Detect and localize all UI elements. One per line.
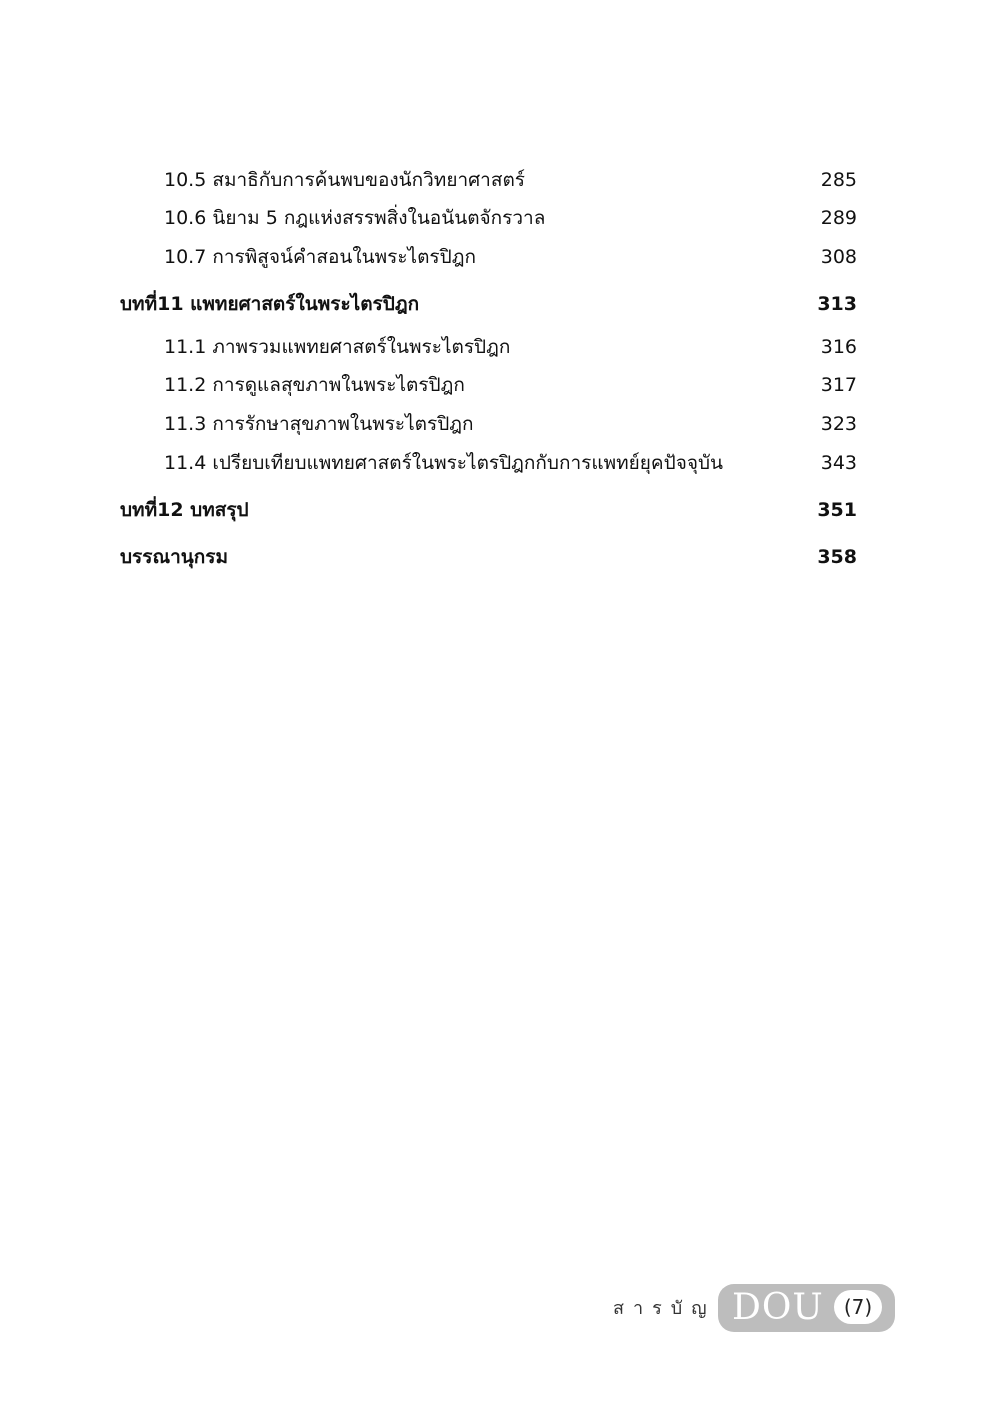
toc-chapter-label: บทที่12 บทสรุป	[120, 499, 249, 521]
toc-entry-label: 10.7 การพิสูจน์คำสอนในพระไตรปิฎก	[164, 246, 476, 268]
toc-entry-page: 317	[820, 374, 857, 396]
toc-entry-page: 343	[820, 452, 857, 474]
toc-entry	[120, 162, 857, 198]
toc-entry-label: 10.6 นิยาม 5 กฎแห่งสรรพสิ่งในอนันตจักรวาล	[164, 207, 546, 229]
toc-entry-page: 316	[820, 336, 857, 358]
toc-chapter-page: 351	[817, 499, 857, 521]
toc-entry-label: 11.1 ภาพรวมแพทยศาสตร์ในพระไตรปิฎก	[164, 336, 511, 358]
toc-entry	[120, 445, 857, 481]
toc-chapter	[120, 492, 857, 528]
toc-chapter-page: 358	[817, 546, 857, 568]
toc-entry-page: 323	[820, 413, 857, 435]
toc-chapter-label: บรรณานุกรม	[120, 546, 228, 568]
toc-entry	[120, 406, 857, 442]
toc-entry-label: 11.2 การดูแลสุขภาพในพระไตรปิฎก	[164, 374, 465, 396]
toc-chapter	[120, 286, 857, 322]
toc-entry-label: 11.4 เปรียบเทียบแพทยศาสตร์ในพระไตรปิฎกกับการแพทย์ยุคปัจจุบัน	[164, 452, 724, 474]
toc-entry	[120, 239, 857, 275]
page-number: (7)	[834, 1290, 882, 1324]
toc-entry	[120, 329, 857, 365]
toc-entry-page: 289	[820, 207, 857, 229]
toc-entry	[120, 200, 857, 236]
toc-entry-label: 11.3 การรักษาสุขภาพในพระไตรปิฎก	[164, 413, 474, 435]
dou-logo: DOU	[732, 1287, 824, 1328]
toc-entry-page: 285	[820, 169, 857, 191]
footer-badge	[718, 1284, 895, 1332]
toc-chapter-label: บทที่11 แพทยศาสตร์ในพระไตรปิฎก	[120, 293, 420, 315]
toc-entry	[120, 367, 857, 403]
footer-section-label: สารบัญ	[613, 1298, 716, 1319]
toc-entry-page: 308	[820, 246, 857, 268]
toc-entry-label: 10.5 สมาธิกับการค้นพบของนักวิทยาศาสตร์	[164, 169, 525, 191]
toc-chapter	[120, 539, 857, 575]
toc-chapter-page: 313	[817, 293, 857, 315]
